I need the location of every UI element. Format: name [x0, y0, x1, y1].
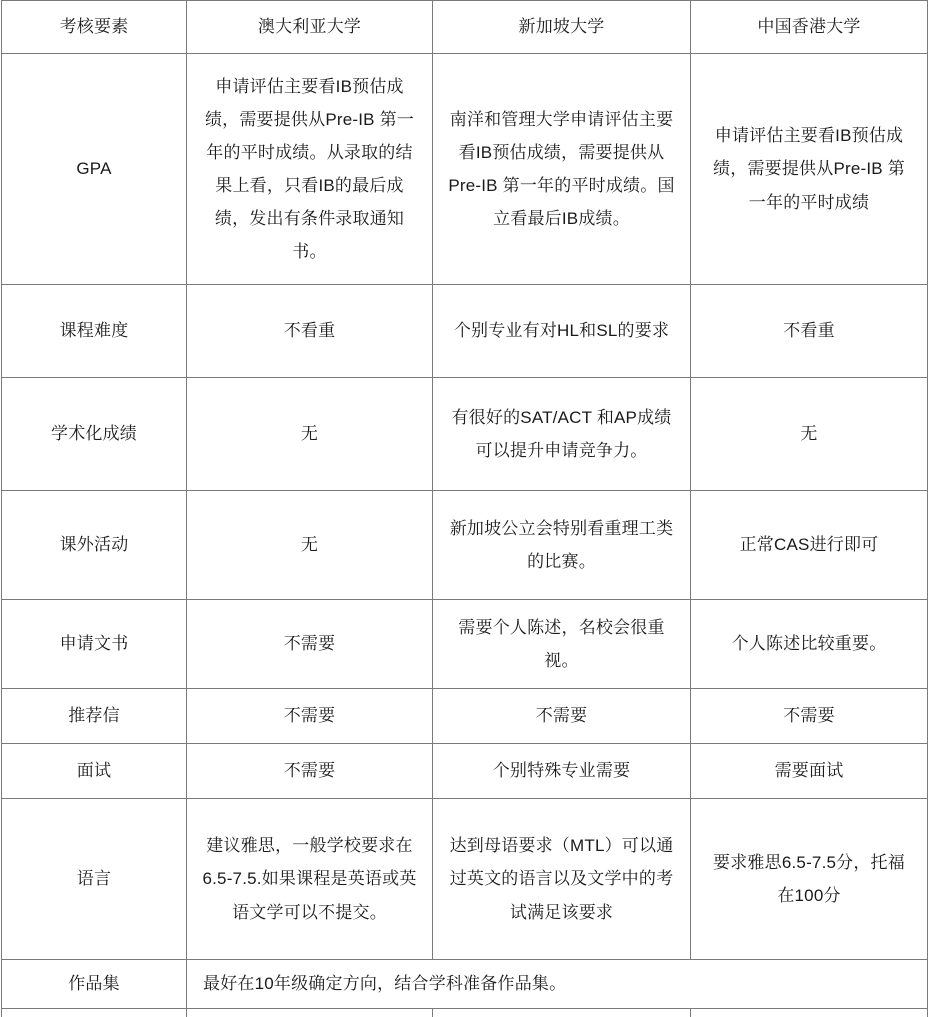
cell-cut-0: [2, 1009, 187, 1017]
cell-course-difficulty-hongkong: 不看重: [691, 285, 928, 378]
table-row: [2, 960, 928, 1009]
cell-cut-3: [691, 1009, 928, 1017]
table-header-row: [2, 1, 928, 54]
row-label-application-essay: 申请文书: [2, 600, 187, 689]
cell-extracurricular-hongkong: 正常CAS进行即可: [691, 491, 928, 600]
cell-application-essay-australia: 不需要: [187, 600, 433, 689]
cell-gpa-singapore: 南洋和管理大学申请评估主要看IB预估成绩，需要提供从Pre-IB 第一年的平时成绩。国立看最后IB成绩。: [433, 54, 691, 285]
cell-interview-singapore: 个别特殊专业需要: [433, 744, 691, 799]
table-row: [2, 491, 928, 600]
row-label-extracurricular: 课外活动: [2, 491, 187, 600]
cell-recommendation-letter-singapore: 不需要: [433, 689, 691, 744]
cell-cut-1: [187, 1009, 433, 1017]
table-row-partial-cutoff: [2, 1009, 928, 1017]
table-row: [2, 54, 928, 285]
column-header-australia: 澳大利亚大学: [187, 1, 433, 54]
cell-extracurricular-australia: 无: [187, 491, 433, 600]
cell-cut-2: [433, 1009, 691, 1017]
table-row: [2, 689, 928, 744]
table-row: [2, 378, 928, 491]
cell-interview-hongkong: 需要面试: [691, 744, 928, 799]
cell-recommendation-letter-australia: 不需要: [187, 689, 433, 744]
cell-application-essay-singapore: 需要个人陈述，名校会很重视。: [433, 600, 691, 689]
column-header-singapore: 新加坡大学: [433, 1, 691, 54]
cell-academic-scores-australia: 无: [187, 378, 433, 491]
cell-language-australia: 建议雅思，一般学校要求在6.5-7.5.如果课程是英语或英语文学可以不提交。: [187, 799, 433, 960]
table-row: [2, 600, 928, 689]
cell-gpa-hongkong: 申请评估主要看IB预估成绩，需要提供从Pre-IB 第一年的平时成绩: [691, 54, 928, 285]
table-row: [2, 744, 928, 799]
row-label-portfolio: 作品集: [2, 960, 187, 1009]
cell-application-essay-hongkong: 个人陈述比较重要。: [691, 600, 928, 689]
column-header-criteria: 考核要素: [2, 1, 187, 54]
column-header-hongkong: 中国香港大学: [691, 1, 928, 54]
cell-extracurricular-singapore: 新加坡公立会特别看重理工类的比赛。: [433, 491, 691, 600]
cell-recommendation-letter-hongkong: 不需要: [691, 689, 928, 744]
comparison-table: [1, 0, 928, 1017]
cell-academic-scores-hongkong: 无: [691, 378, 928, 491]
cell-language-singapore: 达到母语要求（MTL）可以通过英文的语言以及文学中的考试满足该要求: [433, 799, 691, 960]
row-label-interview: 面试: [2, 744, 187, 799]
row-label-course-difficulty: 课程难度: [2, 285, 187, 378]
cell-portfolio-merged: 最好在10年级确定方向，结合学科准备作品集。: [187, 960, 928, 1009]
row-label-gpa: GPA: [2, 54, 187, 285]
table-row: [2, 285, 928, 378]
row-label-language: 语言: [2, 799, 187, 960]
table-row: [2, 799, 928, 960]
row-label-recommendation-letter: 推荐信: [2, 689, 187, 744]
cell-gpa-australia: 申请评估主要看IB预估成绩，需要提供从Pre-IB 第一年的平时成绩。从录取的结果上看，只看IB的最后成绩，发出有条件录取通知书。: [187, 54, 433, 285]
cell-course-difficulty-singapore: 个别专业有对HL和SL的要求: [433, 285, 691, 378]
cell-interview-australia: 不需要: [187, 744, 433, 799]
row-label-academic-scores: 学术化成绩: [2, 378, 187, 491]
cell-language-hongkong: 要求雅思6.5-7.5分，托福在100分: [691, 799, 928, 960]
cell-academic-scores-singapore: 有很好的SAT/ACT 和AP成绩可以提升申请竞争力。: [433, 378, 691, 491]
cell-course-difficulty-australia: 不看重: [187, 285, 433, 378]
